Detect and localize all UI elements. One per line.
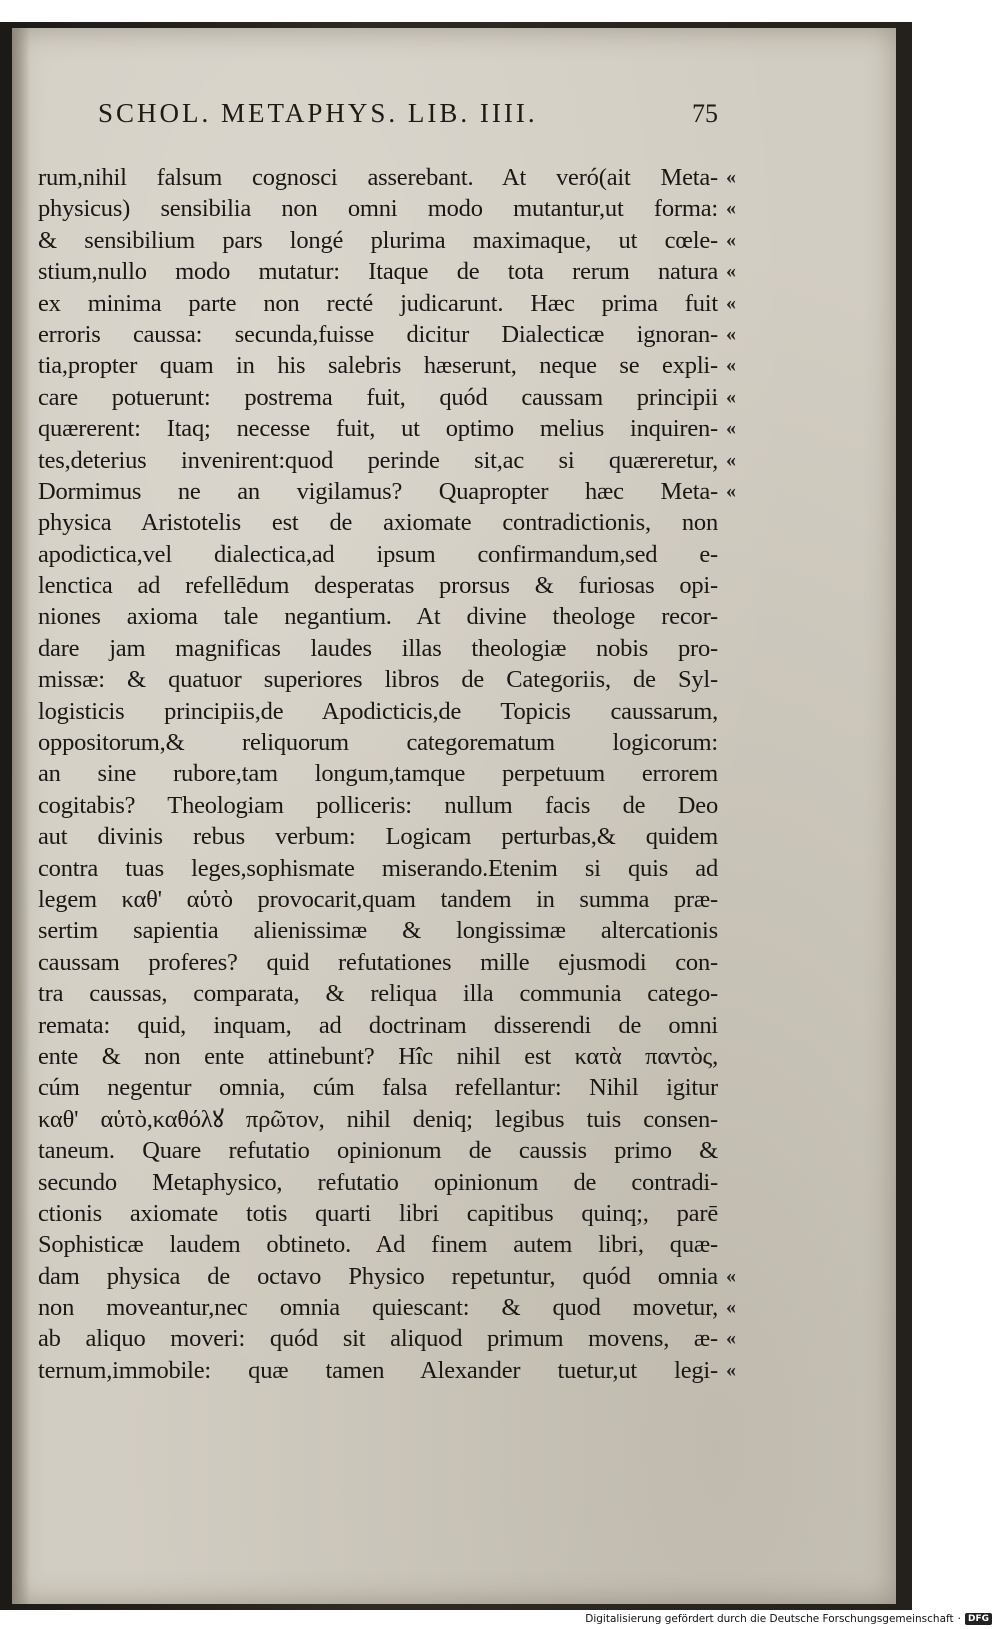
margin-quote-mark: « — [726, 228, 736, 251]
text-line-content: cogitabis? Theologiam polliceris: nullum facis de Deo — [38, 791, 718, 819]
page-gutter — [12, 28, 30, 1604]
text-line — [38, 413, 898, 444]
text-line — [38, 225, 898, 256]
text-line — [38, 256, 898, 287]
text-line — [38, 1323, 898, 1354]
text-line — [38, 570, 898, 601]
text-line-content: sertim sapientia alienissimæ & longissimæ altercationis — [38, 917, 718, 945]
margin-quote-mark: « — [726, 385, 736, 408]
text-line-content: ex minima parte non recté judicarunt. Hæc prima fuit — [38, 289, 718, 317]
text-line — [38, 696, 898, 727]
text-line-content: ternum,immobile: quæ tamen Alexander tuetur,ut legi- — [38, 1356, 718, 1384]
text-line-content: aut divinis rebus verbum: Logicam perturbas,& quidem — [38, 823, 718, 851]
text-line-content: tia,propter quam in his salebris hæserunt, neque se expli- — [38, 352, 718, 380]
text-line — [38, 1355, 898, 1386]
text-line — [38, 539, 898, 570]
running-title: SCHOL. METAPHYS. LIB. IIII. — [98, 98, 538, 128]
text-line-content: caussam proferes? quid refutationes mille ejusmodi con- — [38, 948, 718, 976]
text-line — [38, 790, 898, 821]
text-line-content: ctionis axiomate totis quarti libri capitibus quinq;, parē — [38, 1199, 718, 1227]
margin-quote-mark: « — [726, 260, 736, 283]
text-line — [38, 1167, 898, 1198]
text-line — [38, 727, 898, 758]
body-text — [38, 162, 898, 1386]
digitization-footer: Digitalisierung gefördert durch die Deutsche Forschungsgemeinschaft · DFG — [585, 1613, 992, 1625]
text-line-content: dare jam magnificas laudes illas theologiæ nobis pro- — [38, 634, 718, 662]
text-line — [38, 633, 898, 664]
text-line-content: legem καθ' αὑτὸ provocarit,quam tandem in summa præ- — [38, 885, 718, 913]
text-line — [38, 1072, 898, 1103]
text-line — [38, 978, 898, 1009]
text-line-content: quærerent: Itaq; necesse fuit, ut optimo melius inquiren- — [38, 415, 718, 443]
text-line-content: καθ' αὑτὸ,καθόλꙋ πρῶτον, nihil deniq; legibus tuis consen- — [38, 1105, 718, 1133]
text-line — [38, 319, 898, 350]
text-line — [38, 1229, 898, 1260]
text-line-content: care potuerunt: postrema fuit, quód caussam principii — [38, 383, 718, 411]
footer-credit: Digitalisierung gefördert durch die Deutsche Forschungsgemeinschaft — [585, 1613, 954, 1625]
text-line-content: tes,deterius invenirent:quod perinde sit,ac si quæreretur, — [38, 446, 718, 474]
text-line-content: taneum. Quare refutatio opinionum de caussis primo & — [38, 1137, 718, 1165]
text-line — [38, 1198, 898, 1229]
text-line-content: cúm negentur omnia, cúm falsa refellantur: Nihil igitur — [38, 1074, 718, 1102]
text-line — [38, 601, 898, 632]
text-line — [38, 193, 898, 224]
text-line — [38, 884, 898, 915]
text-line-content: Dormimus ne an vigilamus? Quapropter hæc Meta- — [38, 477, 718, 505]
page-number: 75 — [692, 99, 718, 128]
text-line — [38, 947, 898, 978]
text-line — [38, 853, 898, 884]
text-line — [38, 382, 898, 413]
text-line-content: erroris caussa: secunda,fuisse dicitur Dialecticæ ignoran- — [38, 320, 718, 348]
margin-quote-mark: « — [726, 322, 736, 345]
text-line — [38, 476, 898, 507]
text-line — [38, 1010, 898, 1041]
margin-quote-mark: « — [726, 197, 736, 220]
text-line-content: rum,nihil falsum cognosci asserebant. At veró(ait Meta- — [38, 164, 718, 191]
margin-quote-mark: « — [726, 479, 736, 502]
text-line-content: missæ: & quatuor superiores libros de Categoriis, de Syl- — [38, 666, 718, 694]
text-line-content: lenctica ad refellēdum desperatas prorsus & furiosas opi- — [38, 572, 718, 600]
book-page — [12, 28, 896, 1604]
running-head — [98, 98, 718, 129]
text-line-content: dam physica de octavo Physico repetuntur, quód omnia — [38, 1262, 718, 1290]
margin-quote-mark: « — [726, 166, 736, 188]
text-line-content: Sophisticæ laudem obtineto. Ad finem autem libri, quæ- — [38, 1231, 718, 1259]
text-line — [38, 1104, 898, 1135]
text-line-content: contra tuas leges,sophismate miserando.Etenim si quis ad — [38, 854, 718, 882]
margin-quote-mark: « — [726, 1296, 736, 1319]
text-line — [38, 288, 898, 319]
text-line — [38, 1292, 898, 1323]
text-line — [38, 664, 898, 695]
text-line — [38, 1261, 898, 1292]
margin-quote-mark: « — [726, 1264, 736, 1287]
text-line — [38, 350, 898, 381]
margin-quote-mark: « — [726, 291, 736, 314]
text-line-content: physicus) sensibilia non omni modo mutantur,ut forma: — [38, 195, 718, 223]
margin-quote-mark: « — [726, 1358, 736, 1381]
text-line-content: remata: quid, inquam, ad doctrinam disserendi de omni — [38, 1011, 718, 1039]
text-line-content: an sine rubore,tam longum,tamque perpetuum errorem — [38, 760, 718, 788]
text-line — [38, 1135, 898, 1166]
text-line — [38, 758, 898, 789]
text-line — [38, 821, 898, 852]
text-line-content: ab aliquo moveri: quód sit aliquod primum movens, æ- — [38, 1325, 718, 1353]
text-line-content: secundo Metaphysico, refutatio opinionum de contradi- — [38, 1168, 718, 1196]
text-line-content: niones axioma tale negantium. At divine theologe recor- — [38, 603, 718, 631]
text-line — [38, 1041, 898, 1072]
dfg-logo: DFG — [965, 1613, 992, 1625]
margin-quote-mark: « — [726, 354, 736, 377]
text-line-content: ente & non ente attinebunt? Hîc nihil est κατὰ παντὸς, — [38, 1042, 718, 1070]
text-line — [38, 507, 898, 538]
text-line-content: tra caussas, comparata, & reliqua illa communia catego- — [38, 980, 718, 1008]
text-line-content: non moveantur,nec omnia quiescant: & quod movetur, — [38, 1294, 718, 1322]
text-line — [38, 445, 898, 476]
text-line — [38, 915, 898, 946]
margin-quote-mark: « — [726, 417, 736, 440]
text-line-content: physica Aristotelis est de axiomate contradictionis, non — [38, 509, 718, 537]
text-line-content: apodictica,vel dialectica,ad ipsum confirmandum,sed e- — [38, 540, 718, 568]
text-line — [38, 162, 898, 193]
margin-quote-mark: « — [726, 1327, 736, 1350]
text-line-content: logisticis principiis,de Apodicticis,de Topicis caussarum, — [38, 697, 718, 725]
text-line-content: stium,nullo modo mutatur: Itaque de tota rerum natura — [38, 258, 718, 286]
margin-quote-mark: « — [726, 448, 736, 471]
text-line-content: & sensibilium pars longé plurima maximaque, ut cœle- — [38, 226, 718, 254]
text-line-content: oppositorum,& reliquorum categorematum logicorum: — [38, 729, 718, 757]
